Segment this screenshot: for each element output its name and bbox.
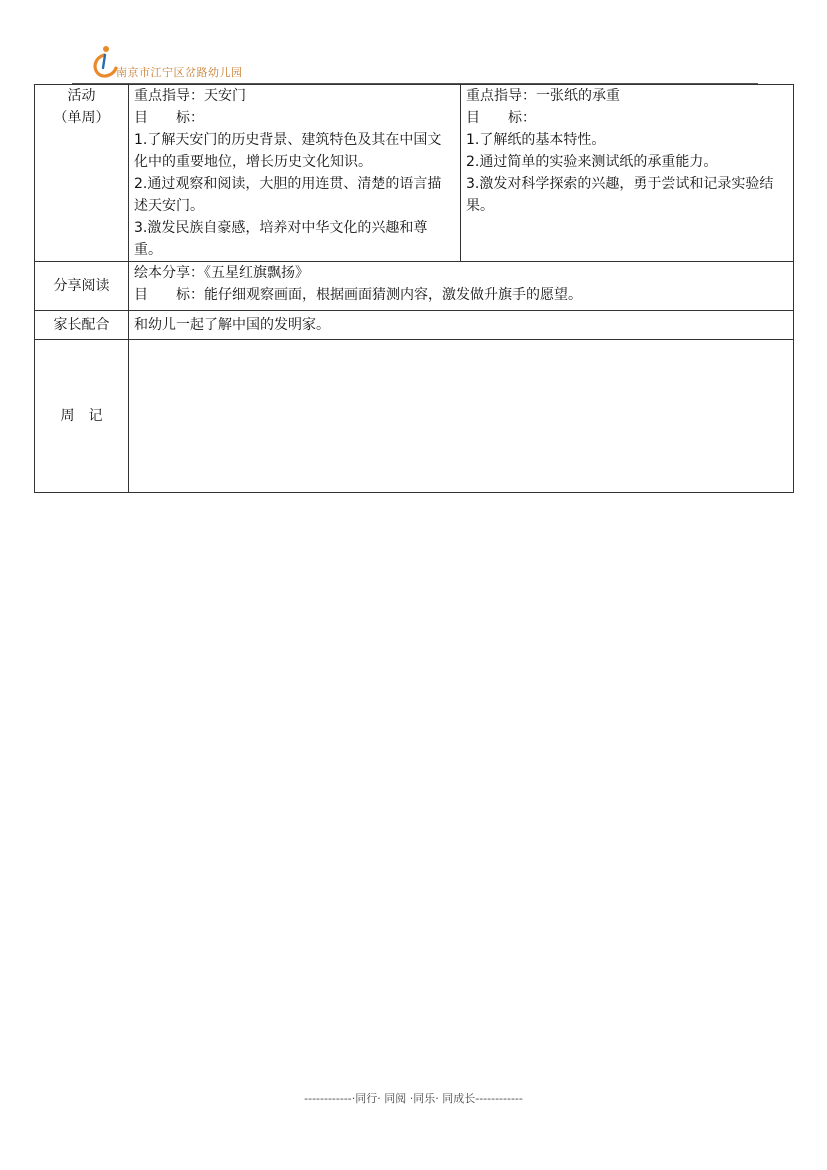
- page-footer: ------------·同行· 同阅 ·同乐· 同成长------------: [304, 1092, 523, 1105]
- activity-row: [35, 85, 794, 262]
- parents-row: [35, 311, 794, 340]
- weekly-plan-table: [34, 84, 794, 493]
- reading-label: 分享阅读: [35, 262, 129, 311]
- parents-text: 和幼儿一起了解中国的发明家。: [129, 311, 794, 340]
- activity-left-goal-1: 1.了解天安门的历史背景、建筑特色及其在中国文化中的重要地位，增长历史文化知识。: [134, 132, 442, 170]
- activity-label-cell: [35, 85, 129, 262]
- activity-left-goal-2: 2.通过观察和阅读，大胆的用连贯、清楚的语言描述天安门。: [134, 176, 442, 214]
- notes-content-cell[interactable]: [129, 340, 794, 493]
- activity-left-goal-3: 3.激发民族自豪感，培养对中华文化的兴趣和尊重。: [134, 220, 428, 258]
- activity-right-goal-label: 目 标：: [466, 110, 536, 126]
- reading-goal: 目 标：能仔细观察画面，根据画面猜测内容，激发做升旗手的愿望。: [134, 287, 582, 303]
- parents-label: 家长配合: [35, 311, 129, 340]
- activity-label-week: （单周）: [53, 110, 110, 126]
- school-name: 南京市江宁区岔路幼儿园: [116, 66, 243, 79]
- activity-right-cell: [461, 85, 794, 262]
- activity-label: 活动: [67, 88, 96, 104]
- reading-title: 绘本分享：《五星红旗飘扬》: [134, 265, 309, 281]
- reading-row: [35, 262, 794, 311]
- reading-content-cell: [129, 262, 794, 311]
- activity-right-goal-1: 1.了解纸的基本特性。: [466, 132, 606, 148]
- activity-right-goal-2: 2.通过简单的实验来测试纸的承重能力。: [466, 154, 718, 170]
- notes-row: [35, 340, 794, 493]
- notes-label: 周 记: [35, 340, 129, 493]
- activity-left-goal-label: 目 标：: [134, 110, 204, 126]
- activity-right-title: 重点指导：一张纸的承重: [466, 88, 620, 104]
- activity-right-goal-3: 3.激发对科学探索的兴趣，勇于尝试和记录实验结果。: [466, 176, 774, 214]
- activity-left-title: 重点指导：天安门: [134, 88, 246, 104]
- activity-left-cell: [129, 85, 461, 262]
